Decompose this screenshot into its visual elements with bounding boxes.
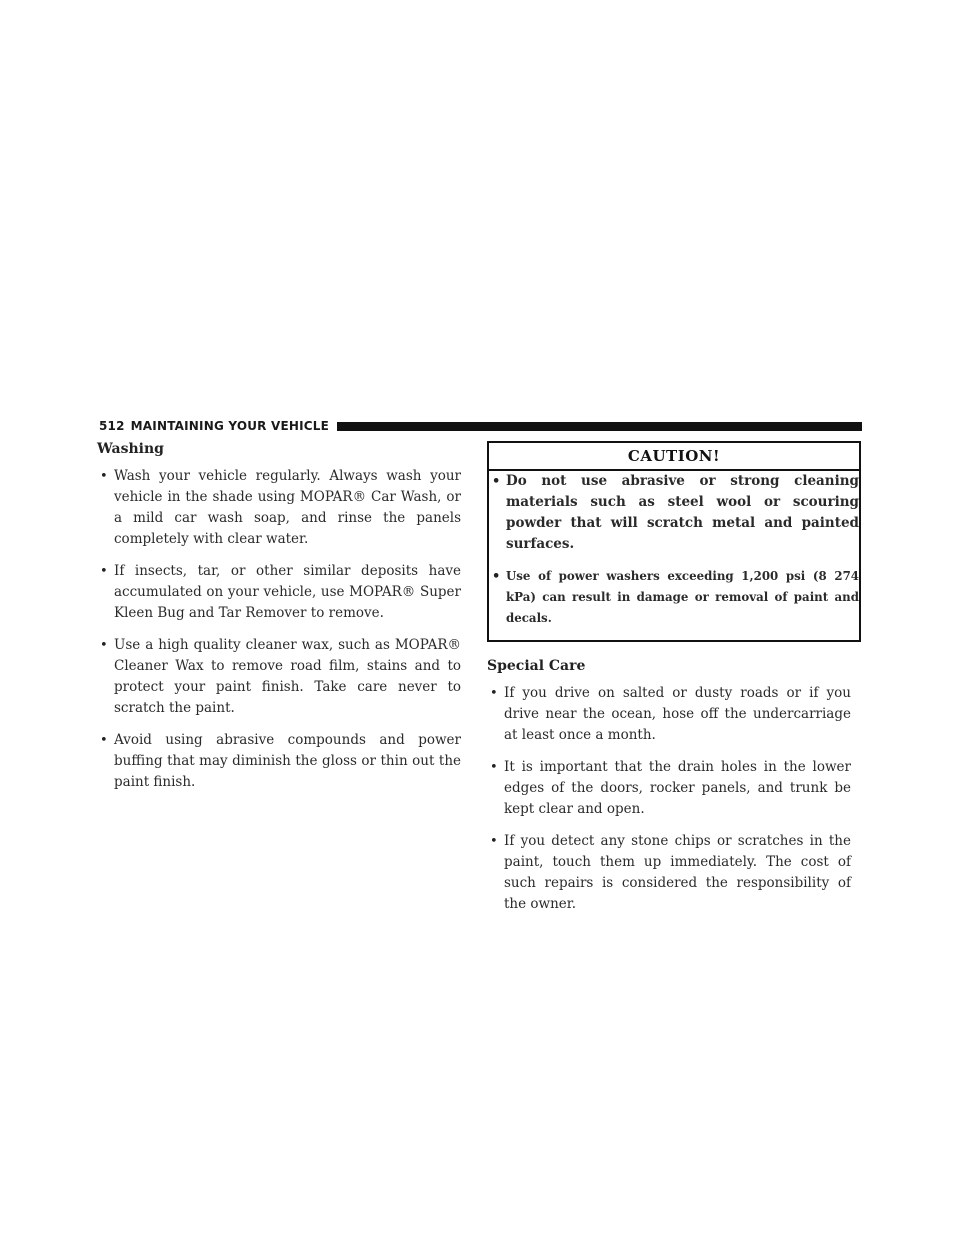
bullet-icon: • — [490, 686, 498, 701]
header-rule — [337, 422, 862, 431]
list-item-text: If you drive on salted or dusty roads or if you drive near the ocean, hose off the undercarriage at least once a month. — [504, 685, 851, 743]
list-item — [489, 566, 859, 629]
list-item — [487, 831, 851, 915]
special-care-list — [487, 683, 851, 915]
list-item — [97, 635, 461, 719]
section-title: MAINTAINING YOUR VEHICLE — [130, 419, 330, 433]
list-item — [97, 466, 461, 550]
caution-list — [489, 471, 859, 629]
washing-heading: Washing — [97, 441, 164, 457]
list-item — [487, 683, 851, 746]
list-item — [489, 471, 859, 555]
washing-list — [97, 466, 461, 793]
list-item-text: It is important that the drain holes in the lower edges of the doors, rocker panels, and trunk be kept clear and open. — [504, 759, 851, 817]
list-item — [97, 561, 461, 624]
list-item-text: Wash your vehicle regularly. Always wash your vehicle in the shade using MOPAR® Car Wash, or a mild car wash soap, and rinse the panels completely with clear water. — [114, 468, 461, 547]
bullet-icon: • — [492, 474, 501, 489]
bullet-icon: • — [100, 733, 108, 748]
list-item-text: If insects, tar, or other similar deposits have accumulated on your vehicle, use MOPAR® Super Kleen Bug and Tar Remover to remove. — [114, 563, 461, 621]
bullet-icon: • — [490, 760, 498, 775]
list-item-text: If you detect any stone chips or scratches in the paint, touch them up immediately. The cost of such repairs is considered the responsibility of the owner. — [504, 833, 851, 912]
running-header — [99, 418, 862, 434]
list-item — [97, 730, 461, 793]
list-item-text: Use a high quality cleaner wax, such as MOPAR® Cleaner Wax to remove road film, stains and to protect your paint finish. Take care never to scratch the paint. — [114, 637, 461, 716]
right-column — [487, 441, 859, 926]
caution-box — [487, 441, 861, 642]
list-item-text: Avoid using abrasive compounds and power buffing that may diminish the gloss or thin out the paint finish. — [114, 732, 461, 790]
list-item-text: Use of power washers exceeding 1,200 psi (8 274 kPa) can result in damage or removal of paint and decals. — [506, 569, 859, 625]
bullet-icon: • — [100, 564, 108, 579]
bullet-icon: • — [100, 469, 108, 484]
list-item-text: Do not use abrasive or strong cleaning materials such as steel wool or scouring powder that will scratch metal and painted surfaces. — [506, 473, 859, 552]
page-number: 512 — [99, 419, 125, 433]
bullet-icon: • — [100, 638, 108, 653]
caution-title: CAUTION! — [489, 443, 859, 471]
special-care-heading: Special Care — [487, 658, 586, 674]
list-item — [487, 757, 851, 820]
bullet-icon: • — [492, 569, 501, 584]
bullet-icon: • — [490, 834, 498, 849]
left-column — [97, 441, 461, 804]
